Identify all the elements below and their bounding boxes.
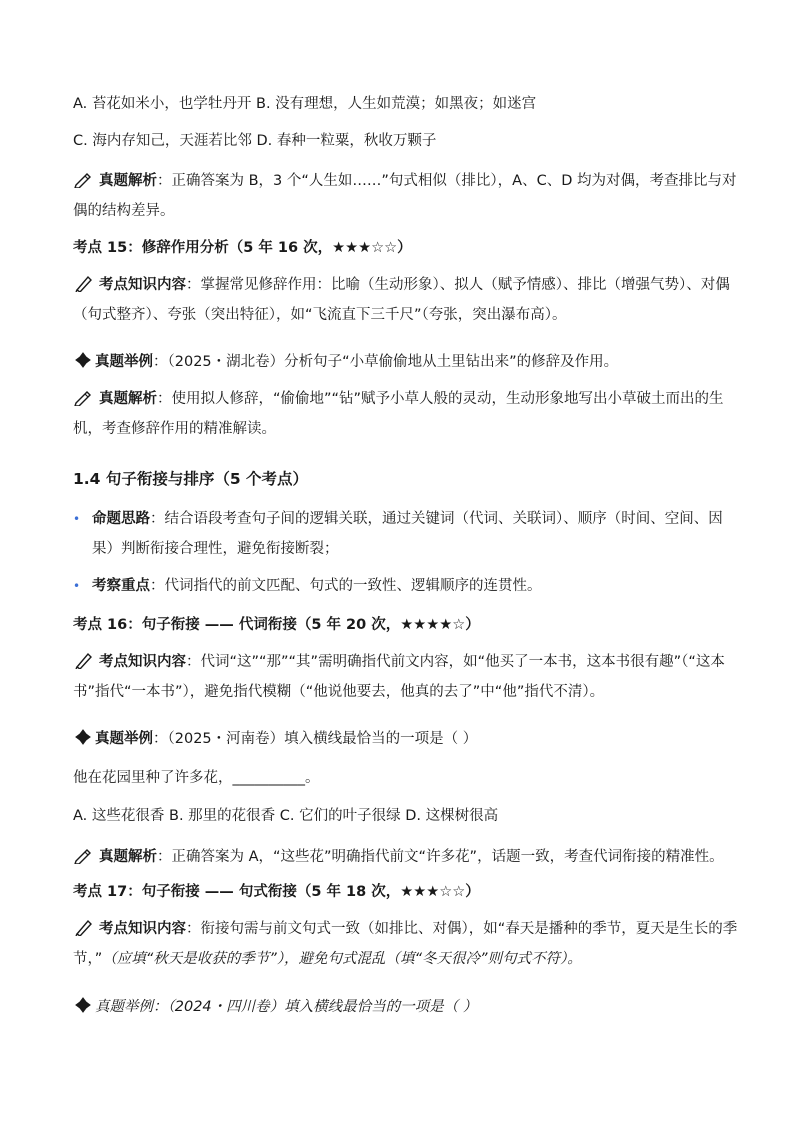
kaodian-16-title	[73, 615, 743, 635]
section-1-4-title	[73, 469, 743, 489]
pencil-analysis-icon	[73, 387, 93, 405]
analysis-text: ：使用拟人修辞，“偷偷地”“钻”赋予小草人般的灵动，生动形象地写出小草破土而出的生机，考查修辞作用的精准解读。	[73, 391, 724, 437]
heading-text: 考点 15：修辞作用分析（5 年 16 次，★★★☆☆）	[73, 240, 412, 256]
example-text: ：（2025・湖北卷）分析句子“小草偷偷地从土里钻出来”的修辞及作用。	[153, 354, 619, 370]
options-16	[73, 806, 743, 826]
knowledge-block-17	[73, 914, 743, 974]
bullet-dot-icon: •	[73, 579, 81, 593]
option-text: C. 海内存知己，天涯若比邻 D. 春种一粒粟，秋收万颗子	[73, 133, 437, 149]
diamond-example-icon	[73, 996, 89, 1014]
heading-text: 考点 17：句子衔接 —— 句式衔接（5 年 18 次，★★★☆☆）	[73, 884, 480, 900]
section-title-text: 1.4 句子衔接与排序（5 个考点）	[73, 470, 309, 488]
knowledge-label: 考点知识内容	[99, 277, 186, 293]
bullet-text: ：代词指代的前文匹配、句式的一致性、逻辑顺序的连贯性。	[150, 578, 542, 594]
example-block-15	[73, 351, 743, 372]
analysis-label: 真题解析	[99, 173, 157, 189]
kaodian-15-title	[73, 238, 743, 258]
knowledge-italic-text: （应填“秋天是收获的季节”），避免句式混乱（填“冬天很冷”则句式不符）。	[102, 951, 582, 967]
knowledge-text: ：衔接句需与前文句式一致（如排比、对偶），如“春天是播种的季节，夏天是生长的季节，”	[73, 921, 738, 967]
pen-knowledge-icon	[73, 650, 93, 668]
knowledge-text: ：代词“这”“那”“其”需明确指代前文内容，如“他买了一本书，这本书很有趣”（“这本书”指代“一本书”），避免指代模糊（“他说他要去，他真的去了”中“他”指代不清）。	[73, 654, 725, 700]
example-text: ：（2025・河南卷）填入横线最恰当的一项是（ ）	[153, 731, 478, 747]
bullet-item-ideas	[92, 504, 742, 564]
bullet-dot-icon: •	[73, 512, 81, 526]
bullet-label: 考察重点	[92, 578, 150, 594]
option-text: A. 这些花很香 B. 那里的花很香 C. 它们的叶子很绿 D. 这棵树很高	[73, 808, 499, 824]
heading-text: 考点 16：句子衔接 —— 代词衔接（5 年 20 次，★★★★☆）	[73, 617, 480, 633]
analysis-text: ：正确答案为 B，3 个“人生如……”句式相似（排比），A、C、D 均为对偶，考查排比与对偶的结构差异。	[73, 173, 737, 219]
analysis-block	[73, 166, 743, 226]
analysis-label: 真题解析	[99, 391, 157, 407]
diamond-example-icon	[73, 351, 89, 369]
analysis-block-16	[73, 846, 743, 867]
question-text: 他在花园里种了许多花，__________。	[73, 770, 320, 786]
example-label: 真题举例	[95, 999, 153, 1015]
example-block-16	[73, 728, 743, 749]
knowledge-text: ：掌握常见修辞作用：比喻（生动形象）、拟人（赋予情感）、排比（增强气势）、对偶（句式整齐）、夸张（突出特征），如“飞流直下三千尺”（夸张，突出瀑布高）。	[73, 277, 730, 323]
example-block-17	[73, 996, 743, 1017]
knowledge-block-16	[73, 647, 743, 707]
bullet-item-focus	[92, 576, 742, 596]
option-text: A. 苔花如米小，也学牡丹开 B. 没有理想，人生如荒漠；如黑夜；如迷宫	[73, 96, 537, 112]
bullet-text: ：结合语段考查句子间的逻辑关联，通过关键词（代词、关联词）、顺序（时间、空间、因果）判断衔接合理性，避免衔接断裂；	[92, 511, 723, 557]
pencil-analysis-icon	[73, 846, 93, 864]
knowledge-label: 考点知识内容	[99, 921, 186, 937]
example-label: 真题举例	[95, 354, 153, 370]
diamond-example-icon	[73, 728, 89, 746]
bullet-label: 命题思路	[92, 511, 150, 527]
analysis-block-15	[73, 384, 743, 444]
example-text: ：（2024・四川卷）填入横线最恰当的一项是（ ）	[153, 999, 478, 1015]
knowledge-label: 考点知识内容	[99, 654, 186, 670]
analysis-label: 真题解析	[99, 849, 157, 865]
kaodian-17-title	[73, 882, 743, 902]
pencil-analysis-icon	[73, 169, 93, 187]
knowledge-block-15	[73, 270, 743, 330]
question-16	[73, 768, 743, 788]
option-line-ab	[73, 94, 743, 114]
option-line-cd	[73, 131, 743, 151]
pen-knowledge-icon	[73, 917, 93, 935]
pen-knowledge-icon	[73, 273, 93, 291]
analysis-text: ：正确答案为 A，“这些花”明确指代前文“许多花”，话题一致，考查代词衔接的精准性。	[157, 849, 724, 865]
example-label: 真题举例	[95, 731, 153, 747]
